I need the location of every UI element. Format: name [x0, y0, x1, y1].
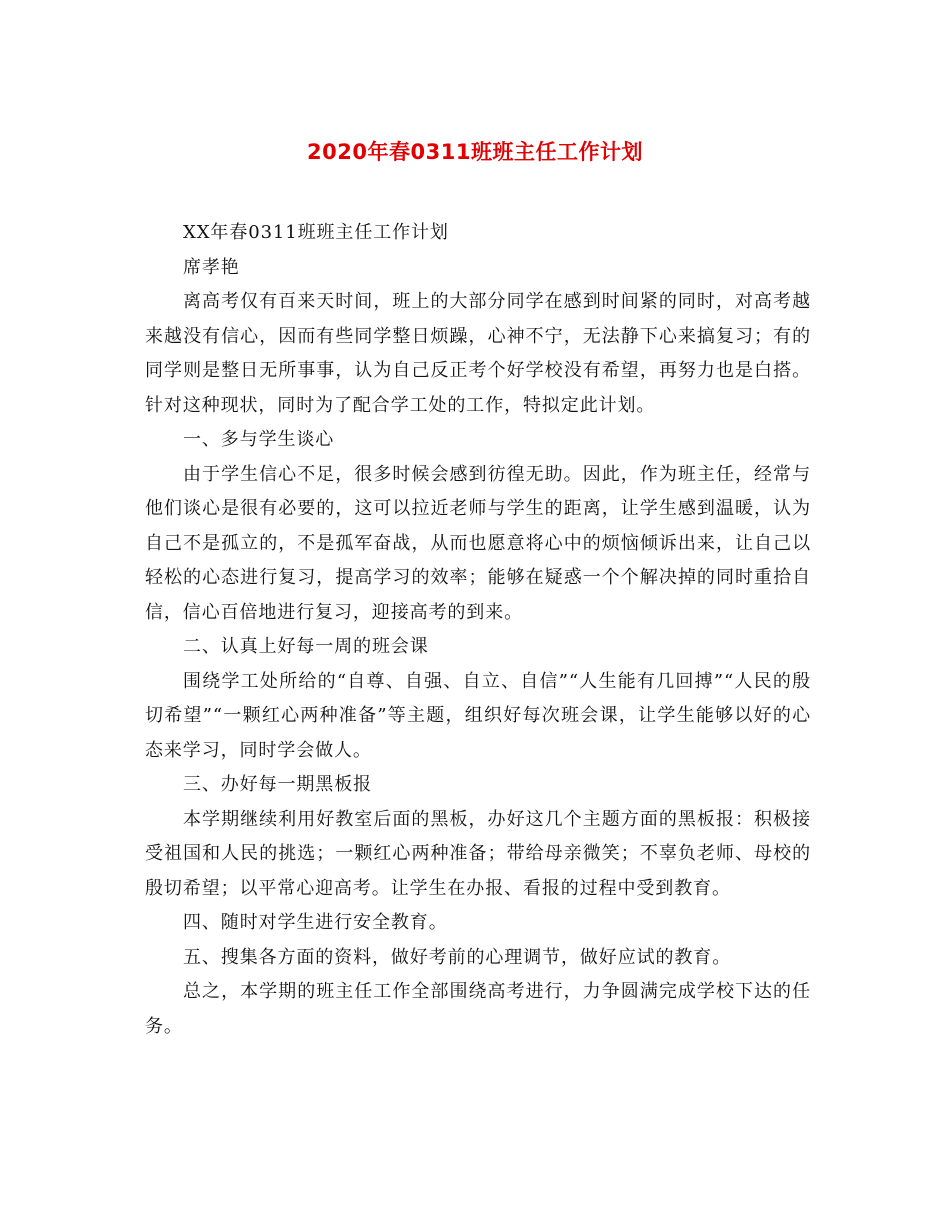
document-body: [145, 216, 811, 1044]
author-paragraph: 席孝艳: [183, 256, 240, 278]
intro-paragraph: 离高考仅有百来天时间，班上的大部分同学在感到时间紧的同时，对高考越来越没有信心，因而有些同学整日烦躁，心神不宁，无法静下心来搞复习；有的同学则是整日无所事事，认为自己反正考个好学校没有希望，再努力也是白搭。针对这种现状，同时为了配合学工处的工作，特拟定此计划。: [145, 291, 811, 416]
section-heading-1: 一、多与学生谈心: [183, 429, 335, 450]
section-body-3: 本学期继续利用好教室后面的黑板，办好这几个主题方面的黑板报：积极接受祖国和人民的挑选；一颗红心两种准备；带给母亲微笑；不辜负老师、母校的殷切希望；以平常心迎高考。让学生在办报、看报的过程中受到教育。: [145, 808, 811, 899]
section-body-1: 由于学生信心不足，很多时候会感到彷徨无助。因此，作为班主任，经常与他们谈心是很有必要的，这可以拉近老师与学生的距离，让学生感到温暖，认为自己不是孤立的，不是孤军奋战，从而也愿意将心中的烦恼倾诉出来，让自己以轻松的心态进行复习，提高学习的效率；能够在疑惑一个个解决掉的同时重拾自信，信心百倍地进行复习，迎接高考的到来。: [145, 463, 811, 623]
section-heading-2: 二、认真上好每一周的班会课: [183, 636, 429, 657]
section-heading-3: 三、办好每一期黑板报: [183, 774, 372, 795]
section-heading-5: 五、搜集各方面的资料，做好考前的心理调节，做好应试的教育。: [183, 946, 732, 968]
section-body-2: 围绕学工处所给的“自尊、自强、自立、自信”“人生能有几回搏”“人民的殷切希望”“一颗红心两种准备”等主题，组织好每次班会课，让学生能够以好的心态来学习，同时学会做人。: [145, 670, 811, 761]
conclusion-paragraph: 总之，本学期的班主任工作全部围绕高考进行，力争圆满完成学校下达的任务。: [145, 981, 811, 1037]
subtitle-paragraph: XX年春0311班班主任工作计划: [183, 222, 449, 243]
section-heading-4: 四、随时对学生进行安全教育。: [183, 912, 448, 933]
document-title: 2020年春0311班班主任工作计划: [307, 140, 643, 164]
